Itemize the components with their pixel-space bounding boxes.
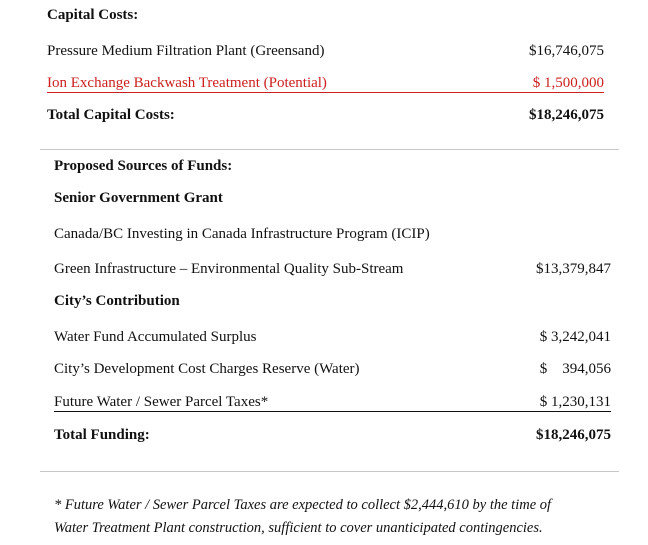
capital-row-filtration-label: Pressure Medium Filtration Plant (Greensand): [47, 43, 325, 59]
capital-row-ion-exchange-label: Ion Exchange Backwash Treatment (Potential): [47, 75, 327, 91]
footnote-divider: [40, 471, 619, 472]
grant-program: Canada/BC Investing in Canada Infrastructure Program (ICIP): [54, 226, 430, 242]
funding-total-amount: $18,246,075: [536, 427, 611, 443]
city-row-dcc-label: City’s Development Cost Charges Reserve (Water): [54, 361, 360, 377]
city-contribution-heading: City’s Contribution: [54, 293, 180, 309]
capital-subtotal-underline: [47, 92, 604, 93]
funding-subtotal-underline: [54, 411, 611, 412]
city-row-parcel-tax-amount: $ 1,230,131: [539, 394, 611, 410]
city-row-surplus-label: Water Fund Accumulated Surplus: [54, 329, 257, 345]
capital-row-ion-exchange-amount: $ 1,500,000: [532, 75, 604, 91]
capital-costs-heading: Capital Costs:: [47, 7, 139, 23]
capital-total-label: Total Capital Costs:: [47, 107, 175, 123]
grant-heading: Senior Government Grant: [54, 190, 223, 206]
grant-stream-label: Green Infrastructure – Environmental Quality Sub-Stream: [54, 261, 404, 277]
city-row-dcc-amount: $ 394,056: [539, 361, 611, 377]
city-row-parcel-tax-label: Future Water / Sewer Parcel Taxes*: [54, 394, 269, 410]
funding-heading: Proposed Sources of Funds:: [54, 158, 233, 174]
capital-row-filtration-amount: $16,746,075: [529, 43, 604, 59]
funding-total-label: Total Funding:: [54, 427, 150, 443]
footnote-line-1: * Future Water / Sewer Parcel Taxes are expected to collect $2,444,610 by the time of: [54, 497, 552, 513]
footnote-line-2: Water Treatment Plant construction, sufficient to cover unanticipated contingencies.: [54, 520, 543, 536]
section-divider: [40, 149, 619, 150]
city-row-surplus-amount: $ 3,242,041: [539, 329, 611, 345]
capital-total-amount: $18,246,075: [529, 107, 604, 123]
grant-stream-amount: $13,379,847: [536, 261, 611, 277]
